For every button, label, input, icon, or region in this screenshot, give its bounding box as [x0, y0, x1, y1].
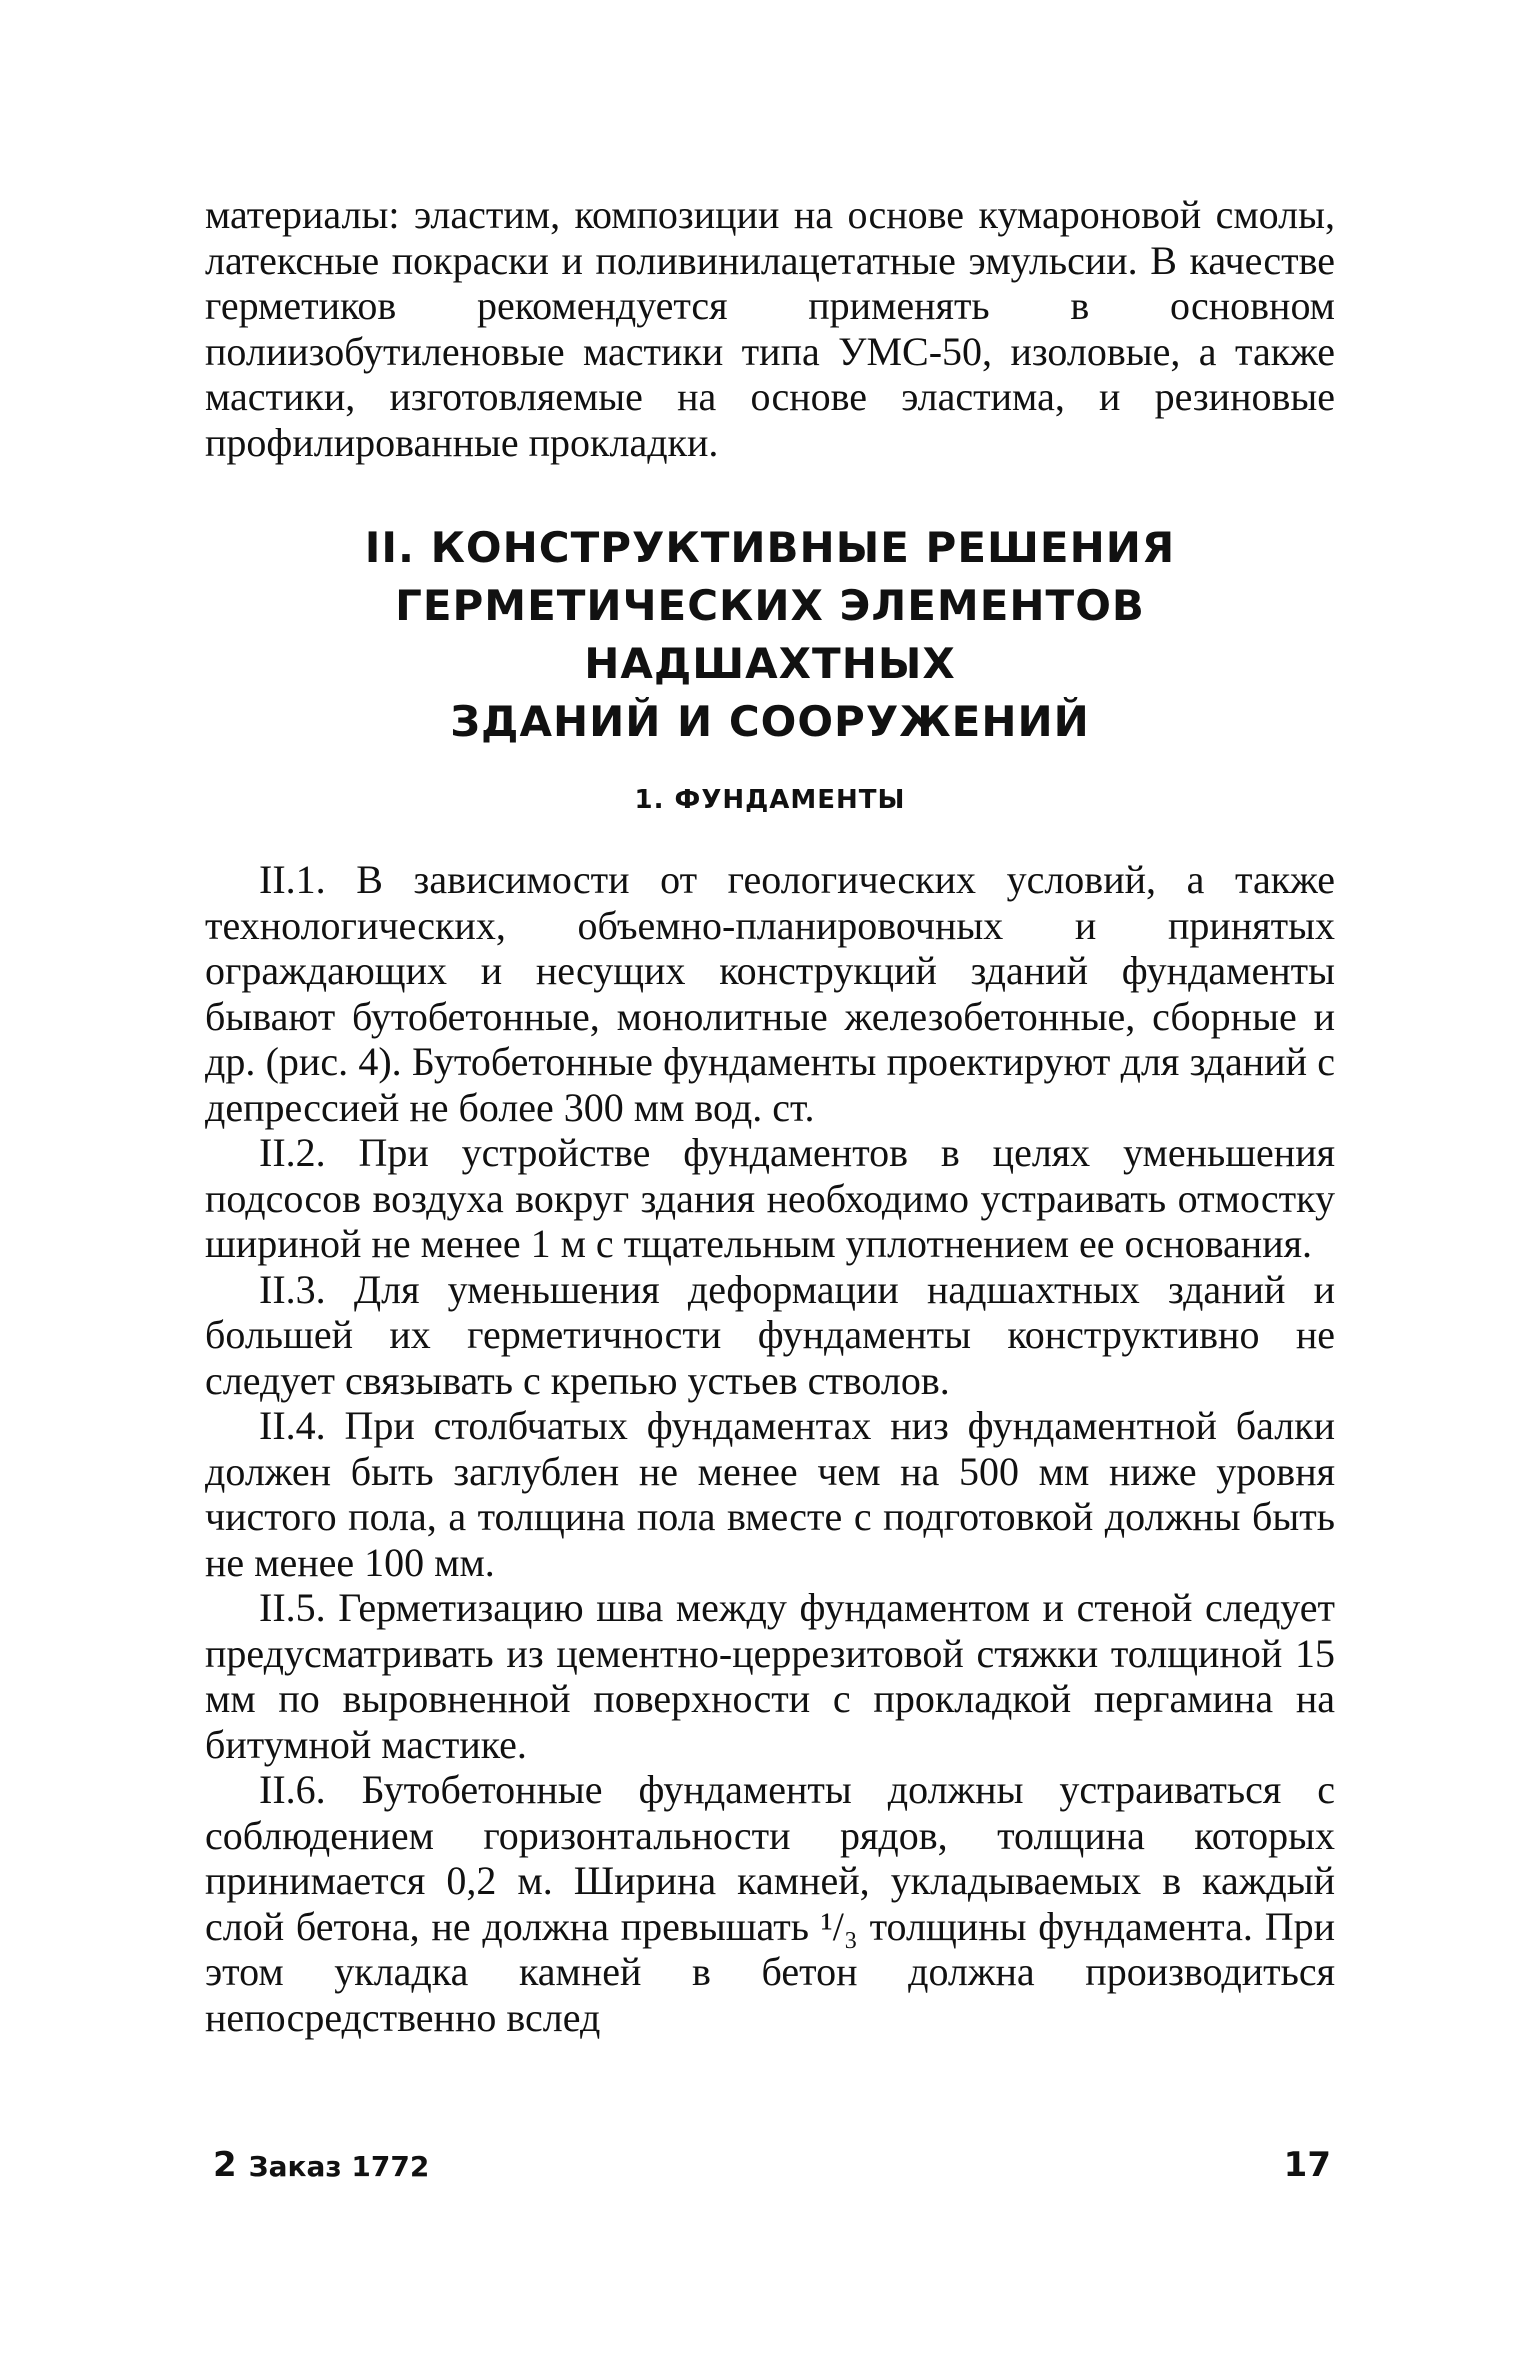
page-number: 17 [1283, 2145, 1331, 2185]
paragraph-ii-2: II.2. При устройстве фундаментов в целях уменьшения подсосов воздуха вокруг здания необходимо устраивать отмостку шириной не менее 1 м с тщательным уплотнением ее основания. [205, 1130, 1335, 1266]
section-title-line: ГЕРМЕТИЧЕСКИХ ЭЛЕМЕНТОВ НАДШАХТНЫХ [395, 581, 1145, 688]
page-footer [213, 2145, 1331, 2185]
print-signature [213, 2145, 429, 2185]
paragraph-ii-5: II.5. Герметизацию шва между фундаментом и стеной следует предусматривать из цементно-церрезитовой стяжки толщиной 15 мм по выровненной поверхности с прокладкой пергамина на битумной мастике. [205, 1585, 1335, 1767]
signature-number: 2 [213, 2145, 237, 2185]
subsection-title: 1. ФУНДАМЕНТЫ [634, 785, 906, 815]
paragraph-ii-4: II.4. При столбчатых фундаментах низ фундаментной балки должен быть заглублен не менее чем на 500 мм ниже уровня чистого пола, а толщина пола вместе с подготовкой должны быть не менее 100 мм. [205, 1403, 1335, 1585]
intro-paragraph: материалы: эластим, композиции на основе кумароновой смолы, латексные покраски и поливинилацетатные эмульсии. В качестве герметиков рекомендуется применять в основном полиизобутиленовые мастики типа УМС-50, изоловые, а также мастики, изготовляемые на основе эластима, и резиновые профилированные прокладки. [205, 192, 1335, 465]
paragraph-ii-1: II.1. В зависимости от геологических условий, а также технологических, объемно-планировочных и принятых ограждающих и несущих конструкций зданий фундаменты бывают бутобетонные, монолитные железобетонные, сборные и др. (рис. 4). Бутобетонные фундаменты проектируют для зданий с депрессией не более 300 мм вод. ст. [205, 857, 1335, 1130]
paragraph-ii-3: II.3. Для уменьшения деформации надшахтных зданий и большей их герметичности фундаменты конструктивно не следует связывать с крепью устьев стволов. [205, 1266, 1335, 1403]
paragraph-ii-6: II.6. Бутобетонные фундаменты должны устраиваться с соблюдением горизонтальности рядов, толщина которых принимается 0,2 м. Ширина камней, укладываемых в каждый слой бетона, не должна превышать ¹/₃ толщины фундамента. При этом укладка камней в бетон должна производиться непосредственно вслед [205, 1767, 1335, 2040]
section-title [205, 519, 1335, 751]
order-text: Заказ 1772 [248, 2150, 430, 2183]
page-content [205, 192, 1335, 2040]
section-title-line: II. КОНСТРУКТИВНЫЕ РЕШЕНИЯ [364, 523, 1176, 572]
section-title-line: ЗДАНИЙ И СООРУЖЕНИЙ [450, 697, 1090, 746]
